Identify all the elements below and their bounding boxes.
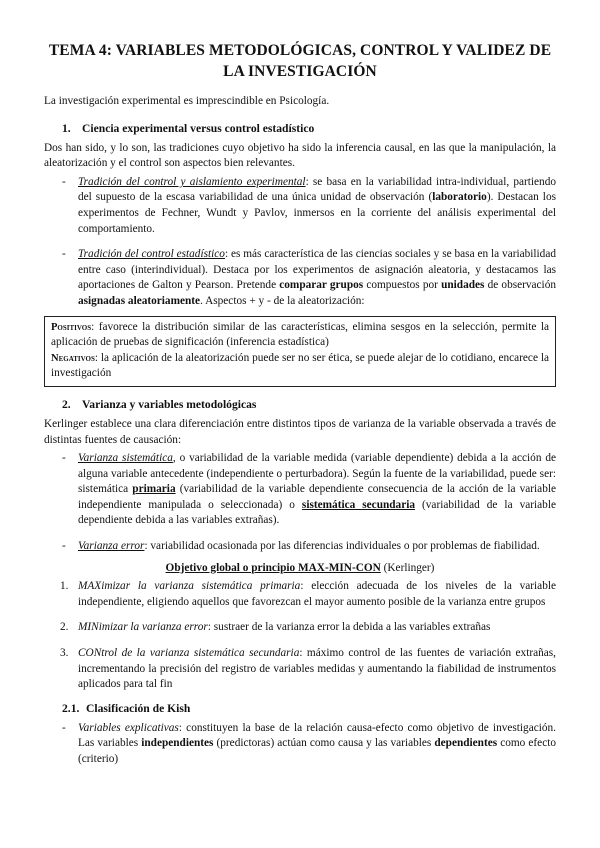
item-number: 3. bbox=[60, 647, 69, 660]
box-positivos bbox=[51, 320, 549, 351]
section-number: 1. bbox=[62, 121, 71, 135]
objective-heading bbox=[44, 561, 556, 577]
section-1-heading bbox=[44, 121, 556, 136]
item-text: : sustraer de la varianza error la debida a las variables extrañas bbox=[207, 621, 491, 634]
bullet-dash: - bbox=[62, 248, 66, 261]
section-2-paragraph: Kerlinger establece una clara diferenciación entre distintos tipos de varianza de la variable observada a través de distintas fuentes de causación: bbox=[44, 417, 556, 446]
item-number: 2. bbox=[60, 621, 69, 634]
box-label: Positivos bbox=[51, 321, 92, 333]
bullet-term: Tradición del control y aislamiento experimental bbox=[78, 175, 306, 188]
bullet-bold: asignadas aleatoriamente bbox=[78, 294, 201, 307]
section-number: 2.1. bbox=[62, 701, 80, 715]
section-title: Varianza y variables metodológicas bbox=[82, 397, 257, 411]
box-text: : favorece la distribución similar de las características, elimina sesgos en la selección, permite la aplicación de pruebas de significación (inferencia estadística) bbox=[51, 320, 549, 349]
numbered-item-con bbox=[44, 646, 556, 693]
item-term: MINimizar la varianza error bbox=[78, 621, 208, 634]
box-label: Negativos bbox=[51, 352, 95, 364]
bullet-term: Variables explicativas bbox=[78, 721, 179, 734]
bullet-term: Varianza sistemática bbox=[78, 452, 173, 465]
bullet-text: : variabilidad ocasionada por las diferencias individuales o por problemas de fiabilidad. bbox=[144, 540, 540, 553]
box-negativos bbox=[51, 351, 549, 382]
bullet-control-experimental bbox=[44, 175, 556, 237]
bullet-text: . Aspectos + y - de la aleatorización: bbox=[200, 294, 365, 307]
section-title: Clasificación de Kish bbox=[86, 701, 191, 715]
bullet-text: de observación bbox=[484, 279, 556, 292]
item-text: : elección adecuada de los niveles de la variable independiente, eligiendo aquellos que favorezcan el mayor aumento posible de la varianza entre grupos bbox=[78, 580, 557, 608]
numbered-item-min bbox=[44, 620, 556, 636]
bullet-bold: independientes bbox=[141, 737, 214, 750]
bullet-bold: sistemática secundaria bbox=[301, 498, 415, 511]
bullet-bold: comparar grupos bbox=[279, 279, 364, 292]
intro-paragraph: La investigación experimental es imprescindible en Psicología. bbox=[44, 95, 330, 107]
bullet-text: , o variabilidad de la variable medida (variable dependiente) debida a la acción de alguna variable antecedente (independiente o perturbadora). Según la fuente de la variabilidad, puede ser: sistemática bbox=[78, 452, 557, 496]
section-number: 2. bbox=[62, 397, 71, 411]
bullet-term: Varianza error bbox=[78, 540, 145, 553]
bullet-text: (variabilidad de la variable dependiente debida a las variables extrañas). bbox=[78, 498, 556, 527]
bullet-text: (variabilidad de la variable dependiente consecuencia de la acción de la variable independiente manipulada o seleccionada) o bbox=[78, 483, 557, 511]
bullet-bold: unidades bbox=[441, 279, 485, 292]
bullet-text: : constituyen la base de la relación causa-efecto como objetivo de investigación. Las variables bbox=[78, 721, 556, 750]
bullet-text: ). Destacan los experimentos de Fechner, Wundt y Pavlov, inmersos en la corriente del análisis experimental del comportamiento. bbox=[78, 191, 556, 235]
bullet-dash: - bbox=[62, 540, 66, 553]
objective-rest: (Kerlinger) bbox=[380, 561, 435, 574]
bullet-text: como efecto (criterio) bbox=[78, 737, 556, 765]
bullet-variables-explicativas bbox=[44, 721, 556, 768]
bullet-text: (predictoras) actúan como causa y las variables bbox=[213, 737, 435, 750]
item-term: CONtrol de la varianza sistemática secundaria bbox=[78, 647, 300, 660]
bullet-dash: - bbox=[62, 452, 66, 465]
document-title: TEMA 4: VARIABLES METODOLÓGICAS, CONTROL Y VALIDEZ DE LA INVESTIGACIÓN bbox=[48, 42, 552, 80]
bullet-varianza-sistematica bbox=[44, 451, 556, 529]
bullet-bold: dependientes bbox=[434, 737, 498, 750]
numbered-item-max bbox=[44, 579, 556, 610]
bullet-term: Tradición del control estadístico bbox=[78, 248, 225, 261]
section-1-paragraph: Dos han sido, y lo son, las tradiciones cuyo objetivo ha sido la inferencia causal, en las que la manipulación, la aleatorización y el control son aspectos bien relevantes. bbox=[44, 141, 556, 170]
aleatorizacion-box bbox=[44, 316, 556, 387]
bullet-text: : es más característica de las ciencias sociales y se basa en la variabilidad entre caso (interindividual). Destaca por los experimentos de asignación aleatoria, y destacamos las aportaciones de Galton y Pearson. Pretende bbox=[78, 248, 556, 292]
bullet-dash: - bbox=[62, 721, 66, 734]
item-text: : máximo control de las fuentes de variación extrañas, incrementando la precisión del registro de variables medidas y aumentando la fiabilidad de instrumentos aplicados para tal fin bbox=[78, 647, 556, 691]
bullet-text: : se basa en la variabilidad intra-individual, partiendo del supuesto de la escasa variabilidad de una única unidad de observación ( bbox=[78, 175, 557, 204]
section-title: Ciencia experimental versus control estadístico bbox=[82, 121, 315, 135]
objective-bold: Objetivo global o principio MAX-MIN-CON bbox=[165, 561, 381, 574]
bullet-control-estadistico bbox=[44, 247, 556, 309]
bullet-bold: primaria bbox=[132, 483, 176, 496]
bullet-bold: laboratorio bbox=[432, 191, 487, 204]
box-text: : la aplicación de la aleatorización puede ser no ser ética, se puede alejar de lo cotidiano, encarece la investigación bbox=[51, 351, 549, 380]
item-term: MAXimizar la varianza sistemática primaria bbox=[78, 580, 301, 593]
bullet-varianza-error bbox=[44, 539, 556, 555]
bullet-dash: - bbox=[62, 175, 66, 188]
item-number: 1. bbox=[60, 580, 69, 593]
bullet-text: compuestos por bbox=[363, 279, 442, 292]
section-2-1-heading bbox=[44, 701, 556, 716]
section-2-heading bbox=[44, 397, 556, 412]
